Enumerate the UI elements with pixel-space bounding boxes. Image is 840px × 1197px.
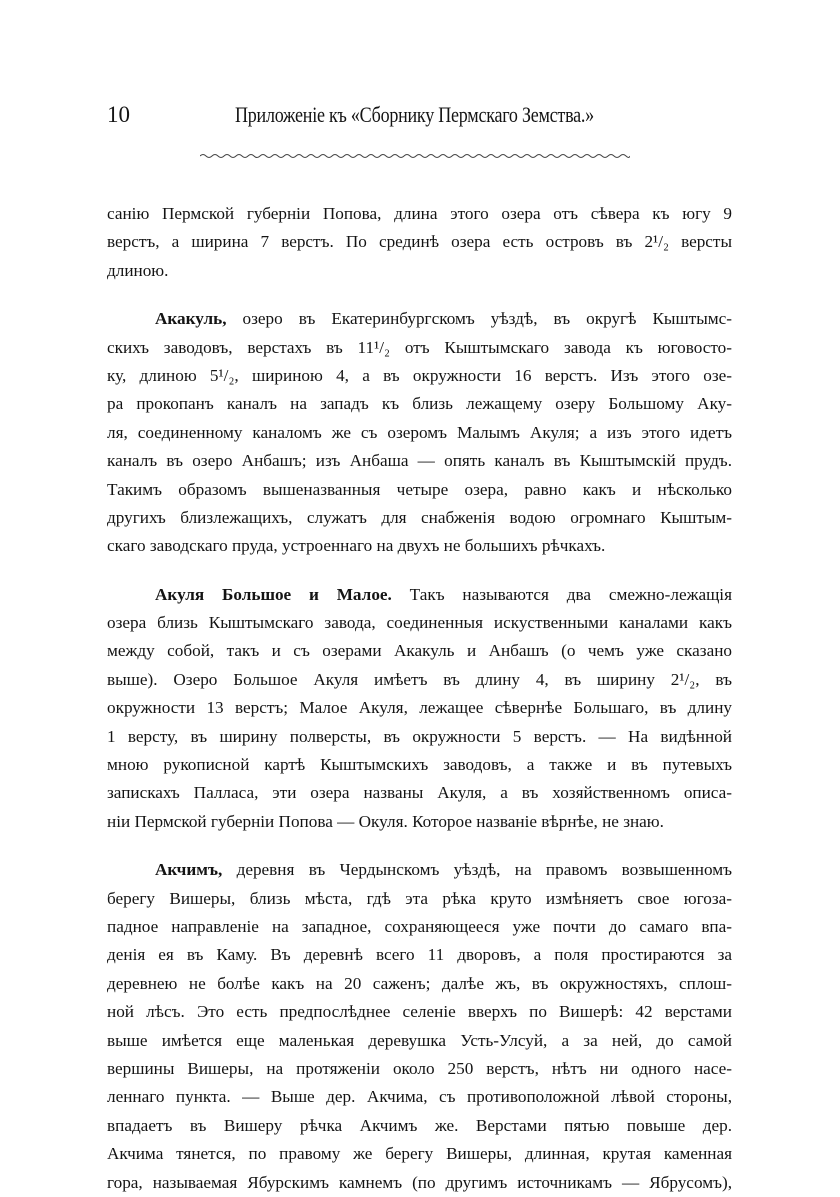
page-number: 10 (107, 102, 130, 127)
text-line: леннаго пункта. — Выше дер. Акчима, съ противоположной лѣвой стороны, (107, 1087, 732, 1107)
entry-akakul (107, 305, 732, 561)
entry-term: Акакуль, (155, 309, 227, 329)
text-line: мною рукописной картѣ Кыштымскихъ заводовъ, а также и въ путевыхъ (107, 755, 732, 775)
text-line (107, 581, 732, 609)
article-body (107, 200, 732, 1197)
text-line: 1 версту, въ ширину полверсты, въ окружности 5 верстъ. — На видѣнной (107, 726, 732, 746)
text-line (107, 856, 732, 884)
text-line: денiя ея въ Каму. Въ деревнѣ всего 11 дворовъ, а поля простираются за (107, 945, 732, 965)
text-line: деревнею не болѣе какъ на 20 саженъ; далѣе жъ, въ окружностяхъ, сплош- (107, 973, 732, 993)
text-line: гора, называемая Ябурскимъ камнемъ (по другимъ источникамъ — Ябрусомъ), (107, 1172, 732, 1192)
paragraph-continuation (107, 200, 732, 285)
text-line: берегу Вишеры, близь мѣста, гдѣ эта рѣка круто измѣняетъ свое югоза- (107, 888, 732, 908)
text-line: санiю Пермской губернiи Попова, длина этого озера отъ сѣвера къ югу 9 (107, 204, 732, 223)
entry-text: Такъ называются два смежно-лежащiя (391, 584, 732, 604)
entry-akulya (107, 581, 732, 837)
text-line: падное направленiе на западное, сохраняющееся уже почти до самаго впа- (107, 916, 732, 936)
text-line: нiи Пермской губернiи Попова — Окуля. Которое названiе вѣрнѣе, не знаю. (107, 811, 664, 831)
text-line: запискахъ Палласа, эти озера названы Акуля, а въ хозяйственномъ описа- (107, 783, 732, 803)
text-line: ной лѣсъ. Это есть предпослѣднее селенiе вверхъ по Вишерѣ: 42 верстами (107, 1002, 732, 1022)
page-header (107, 102, 737, 142)
text-line: верстъ, а ширина 7 верстъ. По срединѣ озера есть островъ въ 2¹/₂ версты (107, 232, 732, 252)
text-line: выше). Озеро Большое Акуля имѣетъ въ длину 4, въ ширину 2¹/₂, въ (107, 669, 732, 689)
entry-term: Акуля Большое и Малое. (155, 584, 392, 604)
text-line (107, 305, 732, 333)
text-line: впадаетъ въ Вишеру рѣчка Акчимъ же. Верстами пятью повыше дер. (107, 1115, 732, 1135)
text-line: Акчима тянется, по правому же берегу Вишеры, длинная, крутая каменная (107, 1144, 732, 1164)
text-line: окружности 13 верстъ; Малое Акуля, лежащее сѣвернѣе Большаго, въ длину (107, 698, 732, 718)
text-line: выше имѣется еще маленькая деревушка Усть-Улсуй, а за ней, до самой (107, 1030, 732, 1050)
text-line: между собой, такъ и съ озерами Акакуль и Анбашъ (о чемъ уже сказано (107, 641, 732, 661)
entry-term: Акчимъ, (155, 860, 223, 880)
text-line: озера близь Кыштымскаго завода, соединенныя искуственными каналами какъ (107, 613, 732, 633)
entry-text: озеро въ Екатеринбургскомъ уѣздѣ, въ округѣ Кыштымс- (226, 309, 732, 329)
entry-akchim (107, 856, 732, 1197)
text-line: скихъ заводовъ, верстахъ въ 11¹/₂ отъ Кыштымскаго завода къ юговосто- (107, 337, 732, 357)
text-line: ра прокопанъ каналъ на западъ къ близь лежащему озеру Большому Аку- (107, 394, 732, 414)
text-line: ля, соединенному каналомъ же съ озеромъ Малымъ Акуля; а изъ этого идетъ (107, 422, 732, 442)
text-line: ку, длиною 5¹/₂, шириною 4, а въ окружности 16 верстъ. Изъ этого озе- (107, 365, 732, 385)
entry-text: деревня въ Чердынскомъ уѣздѣ, на правомъ возвышенномъ (222, 860, 732, 880)
text-line: длиною. (107, 260, 169, 280)
text-line: скаго заводскаго пруда, устроеннаго на двухъ не большихъ рѣчкахъ. (107, 536, 606, 556)
decorative-wavy-rule (200, 153, 630, 159)
text-line: каналъ въ озеро Анбашъ; изъ Анбаша — опять каналъ въ Кыштымскiй прудъ. (107, 451, 732, 471)
text-line: другихъ близлежащихъ, служатъ для снабженiя водою огромнаго Кыштым- (107, 507, 732, 527)
text-line: Такимъ образомъ вышеназванныя четыре озера, равно какъ и нѣсколько (107, 479, 732, 499)
running-title: Приложенiе къ «Сборнику Пермскаго Земства.» (235, 102, 594, 127)
text-line: вершины Вишеры, на протяженiи около 250 верстъ, нѣтъ ни одного насе- (107, 1058, 732, 1078)
